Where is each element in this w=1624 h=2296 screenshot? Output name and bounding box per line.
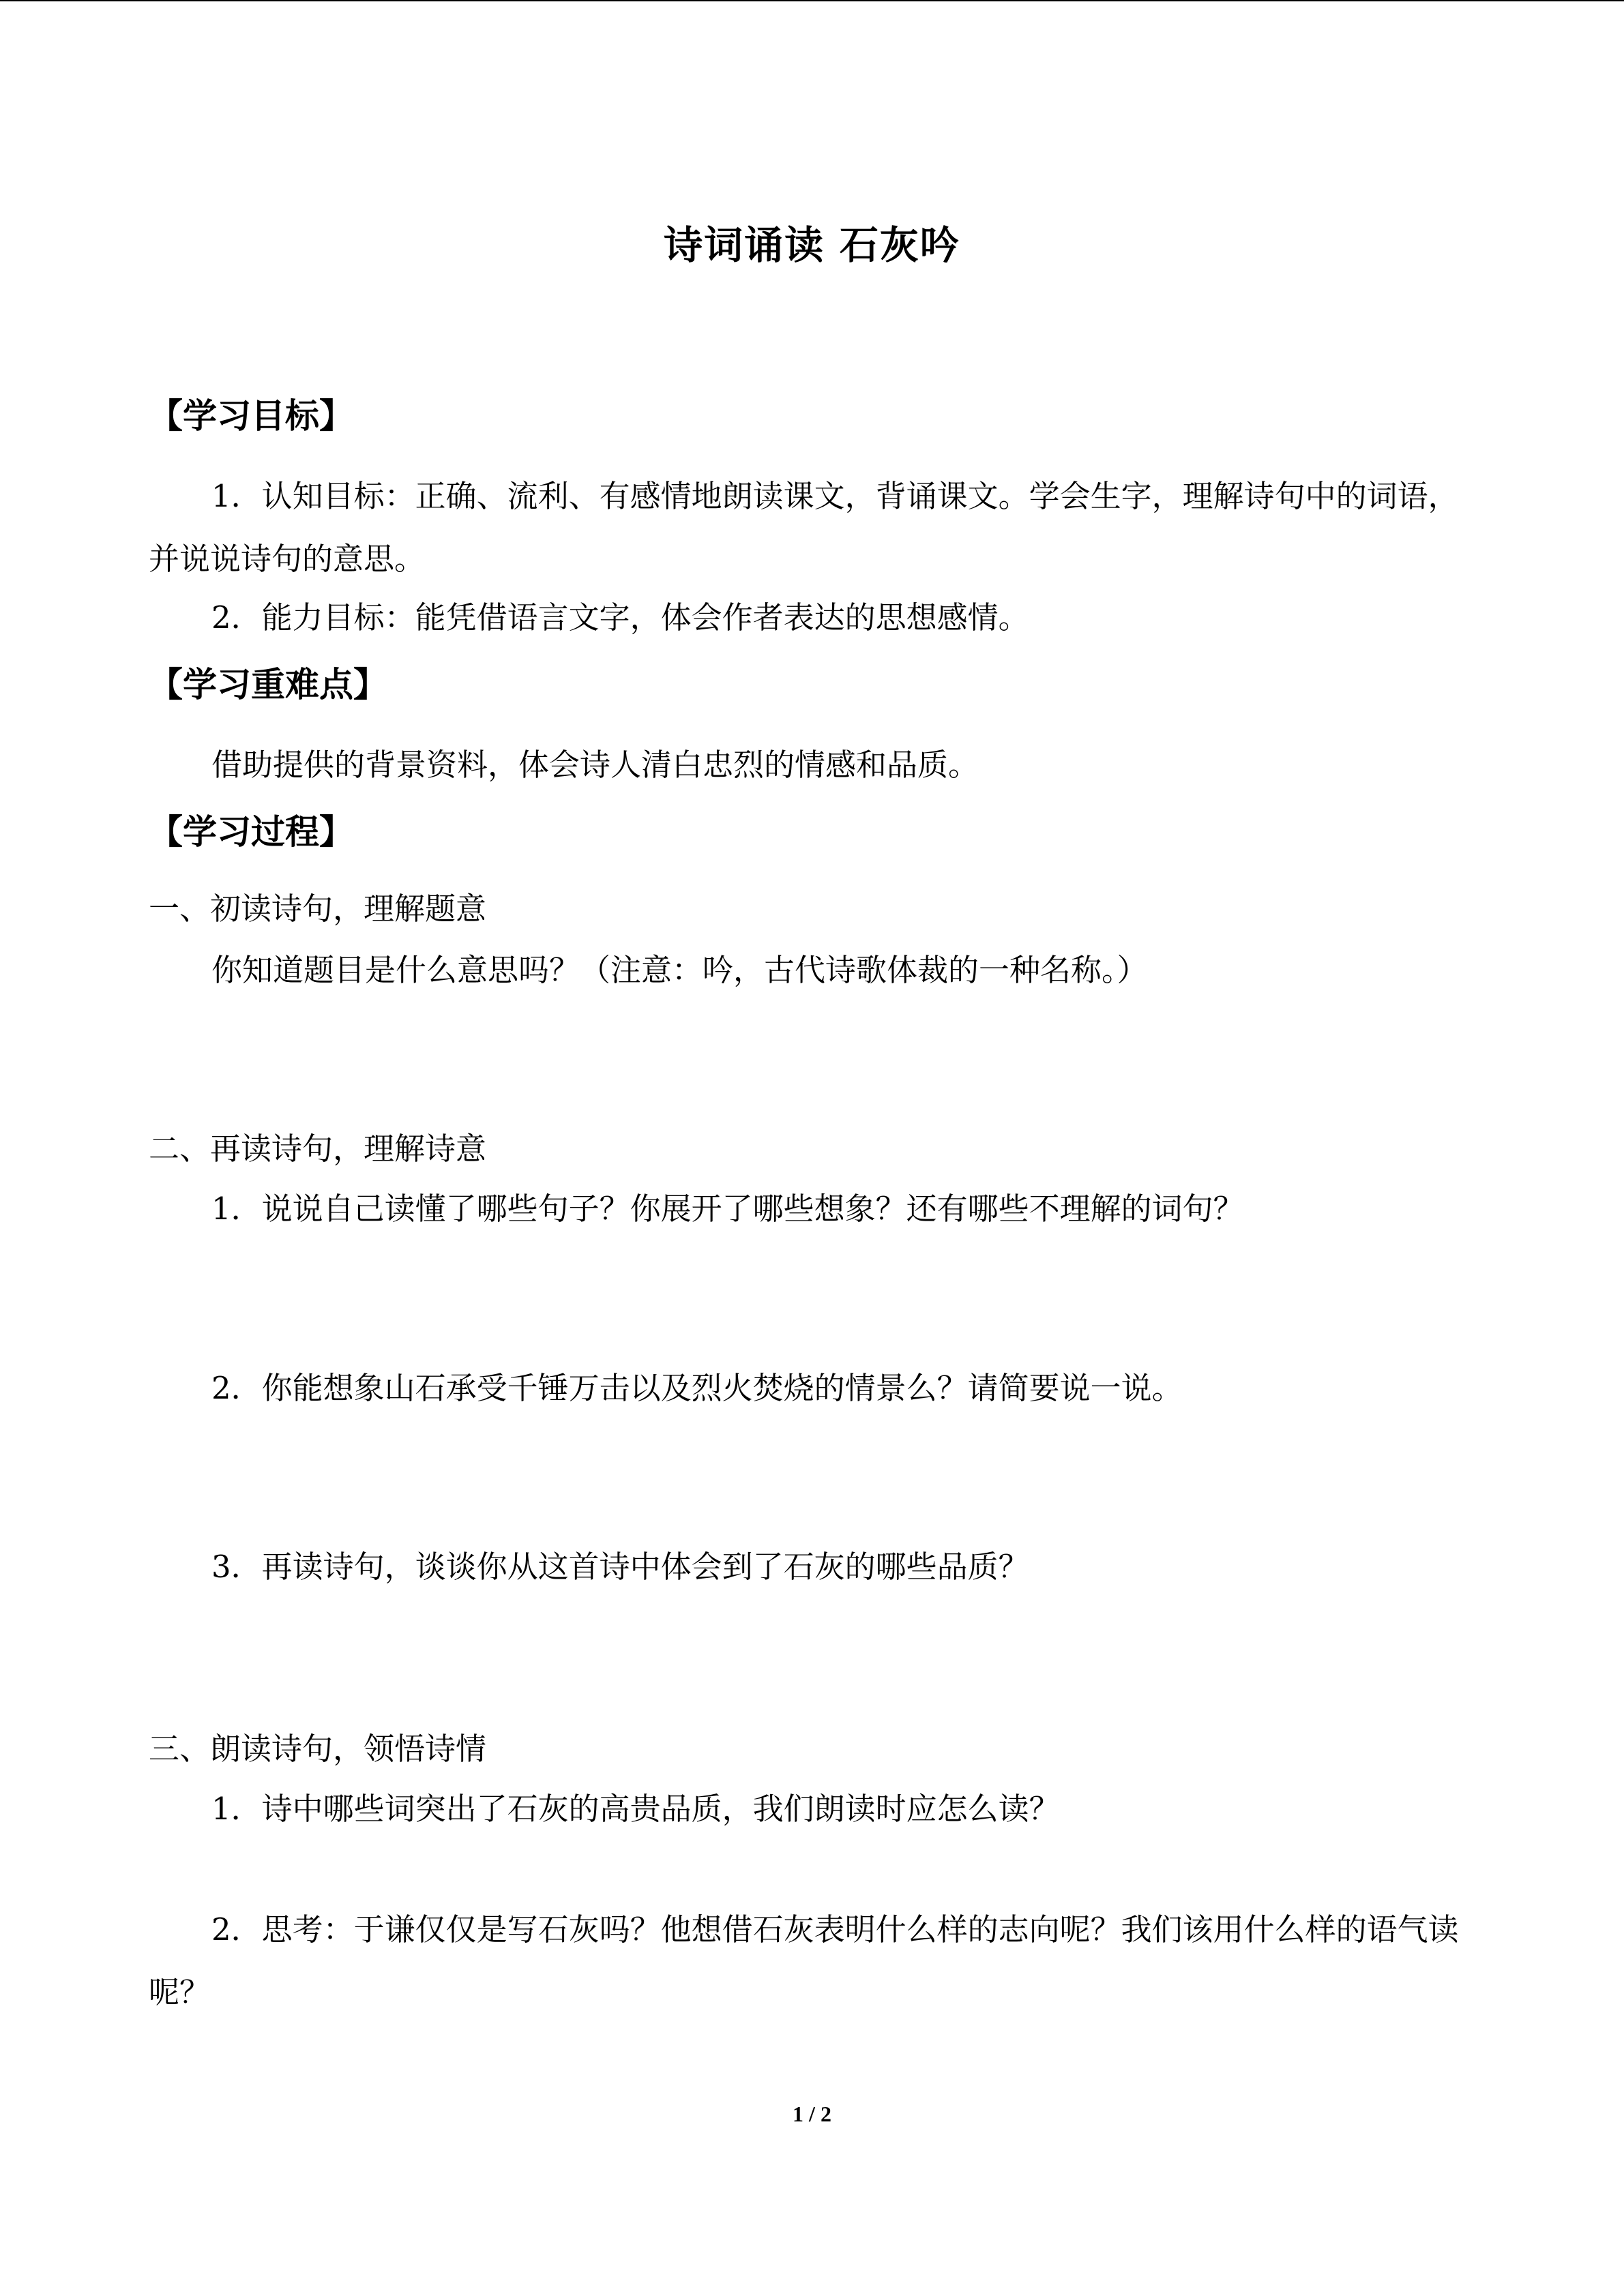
process-part1-title: 一、初读诗句，理解题意: [149, 891, 487, 927]
process-part3-question-1: 1．诗中哪些词突出了石灰的高贵品质，我们朗读时应怎么读？: [211, 1791, 1060, 1827]
document-title: 诗词诵读 石灰吟: [664, 222, 960, 268]
process-part2-question-3: 3．再读诗句，谈谈你从这首诗中体会到了石灰的哪些品质？: [211, 1549, 1029, 1585]
page-number: 1 / 2: [793, 2102, 831, 2126]
section-heading-process: 【学习过程】: [149, 811, 353, 852]
process-part3-title: 三、朗读诗句，领悟诗情: [149, 1731, 487, 1767]
process-part1-question: 你知道题目是什么意思吗？（注意：吟，古代诗歌体裁的一种名称。）: [211, 952, 1148, 988]
goal-item-cognitive: 1．认知目标：正确、流利、有感情地朗读课文，背诵课文。学会生字，理解诗句中的词语，并说说诗句的意思。: [149, 478, 1459, 577]
section-heading-goals: 【学习目标】: [149, 396, 353, 436]
section-heading-key-points: 【学习重难点】: [149, 664, 387, 704]
goal-item-ability: 2．能力目标：能凭借语言文字，体会作者表达的思想感情。: [211, 599, 1029, 636]
process-part2-title: 二、再读诗句，理解诗意: [149, 1131, 487, 1167]
process-part3-question-2: 2．思考：于谦仅仅是写石灰吗？他想借石灰表明什么样的志向呢？我们该用什么样的语气读呢？: [149, 1911, 1459, 2010]
process-part2-question-1: 1．说说自己读懂了哪些句子？你展开了哪些想象？还有哪些不理解的词句？: [211, 1191, 1244, 1227]
process-part2-question-2: 2．你能想象山石承受千锤万击以及烈火焚烧的情景么？请简要说一说。: [211, 1370, 1183, 1406]
key-points-text: 借助提供的背景资料，体会诗人清白忠烈的情感和品质。: [211, 747, 979, 783]
